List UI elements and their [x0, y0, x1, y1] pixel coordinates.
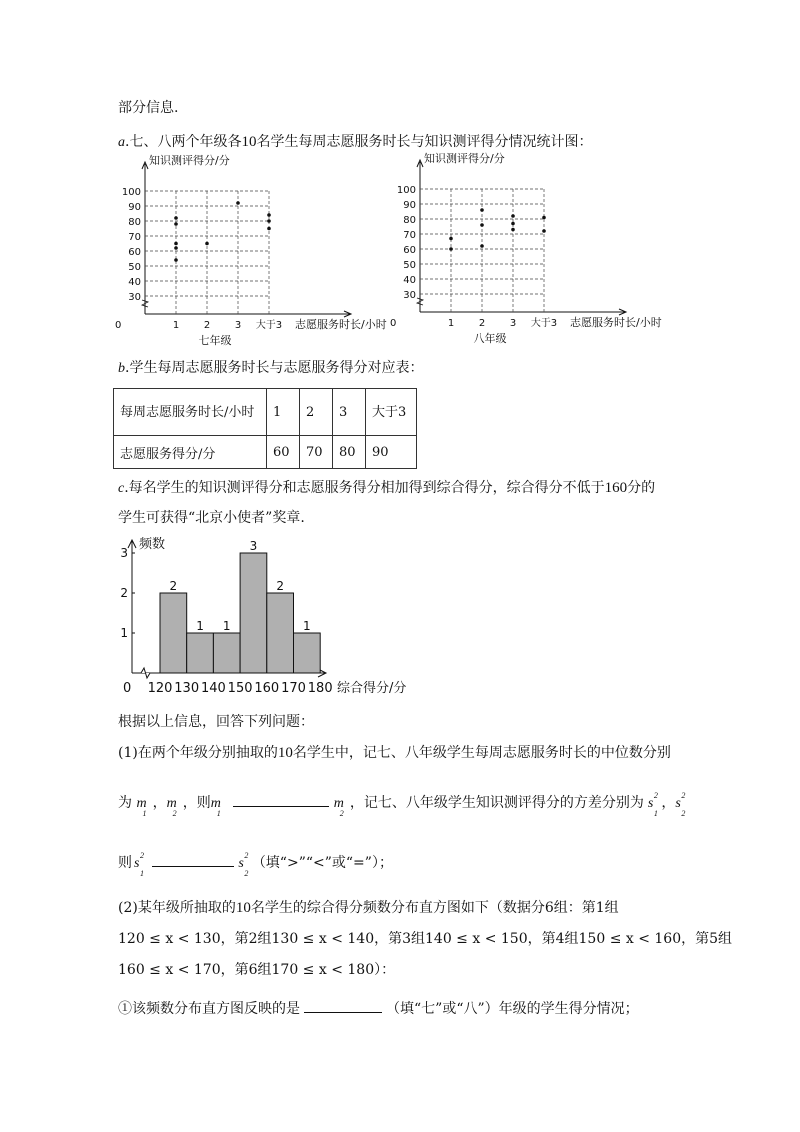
data-point	[205, 242, 209, 246]
q1-line1	[118, 743, 671, 763]
bar-value-label: 1	[303, 619, 311, 633]
s1-sup: 2	[653, 791, 658, 800]
q2-sub1-post: （填“七”或“八”）年级的学生得分情况；	[386, 1001, 639, 1017]
q2-l1-post: 名学生的综合得分频数分布直方图如下（数据分6组：第1组	[250, 900, 619, 916]
q1-l3-post: （填“>”“<”或“=”）；	[251, 855, 393, 871]
y-axis-label: 频数	[139, 537, 166, 552]
y-tick-label: 1	[120, 626, 128, 640]
data-point	[480, 244, 484, 248]
part-b-text: .学生每周志愿服务时长与志愿服务得分对应表：	[125, 360, 424, 376]
y-tick-label: 80	[403, 215, 416, 226]
part-c-label: c	[118, 481, 125, 496]
y-tick-label: 100	[396, 185, 416, 196]
q1-num: 10	[277, 745, 293, 761]
x-tick-label: 2	[203, 320, 211, 331]
y-tick-label: 70	[128, 232, 141, 243]
data-point	[267, 213, 271, 217]
x-tick-label: 0	[390, 318, 397, 329]
x-tick-label: 130	[174, 681, 200, 696]
q1-answer-blank-2[interactable]	[152, 852, 234, 867]
m2-subscript-b: 2	[339, 809, 344, 818]
m1-subscript: 1	[142, 809, 147, 818]
x-tick-label: 180	[307, 681, 333, 696]
bar-value-label: 1	[196, 619, 204, 633]
x-tick-label: 2	[478, 318, 486, 329]
data-point	[174, 246, 178, 250]
s2-sub-b: 2	[244, 869, 249, 878]
q1-l3-pre: 则	[118, 855, 132, 871]
y-tick-label: 50	[128, 262, 141, 273]
histogram-bar	[187, 633, 214, 673]
y-axis-label: 知识测评得分/分	[149, 154, 230, 167]
table-cell: 90	[366, 436, 417, 469]
y-tick-label: 60	[128, 247, 141, 258]
s1-symbol-b: s	[134, 856, 140, 871]
x-tick-label: 170	[281, 681, 306, 696]
m2-symbol: m	[166, 796, 177, 811]
data-point	[174, 222, 178, 226]
q1-l2-pre: 为	[118, 795, 132, 811]
part-c-line2: 学生可获得“北京小使者”奖章.	[118, 510, 305, 526]
m1-symbol-b: m	[210, 796, 221, 811]
s2-sup: 2	[681, 791, 686, 800]
y-tick-label: 80	[128, 217, 141, 228]
x-axis-label: 志愿服务时长/小时	[570, 316, 662, 329]
s2-sup-b: 2	[244, 851, 249, 860]
m2-symbol-b: m	[333, 796, 344, 811]
x-tick-label: 3	[509, 318, 517, 329]
table-cell: 大于3	[366, 389, 417, 436]
part-c-line1-post: 分的	[627, 480, 656, 496]
x-tick-label: 大于3	[255, 320, 283, 331]
x-tick-label: 1	[447, 318, 455, 329]
grade7-scatter-chart	[115, 152, 415, 347]
histogram-bar	[240, 553, 267, 673]
axis-break	[417, 298, 423, 305]
data-point	[480, 208, 484, 212]
data-point	[542, 229, 546, 233]
bar-value-label: 2	[276, 579, 284, 593]
y-axis-label: 知识测评得分/分	[424, 152, 505, 165]
q1-line2	[118, 791, 686, 818]
histogram-bar	[267, 593, 294, 673]
table-cell: 1	[267, 389, 300, 436]
x-tick-label: 1	[172, 320, 180, 331]
x-tick-label: 3	[234, 320, 242, 331]
data-point	[174, 242, 178, 246]
table-row	[114, 389, 417, 436]
score-histogram	[115, 532, 435, 700]
x-axis-label: 志愿服务时长/小时	[295, 318, 387, 331]
part-c-line1	[118, 478, 655, 499]
table-header-hours: 每周志愿服务时长/小时	[114, 389, 267, 436]
intro-text: 部分信息.	[118, 100, 179, 116]
s1-sub-b: 1	[140, 869, 144, 878]
s2-sub: 2	[681, 809, 686, 818]
q1-answer-blank-1[interactable]	[233, 792, 329, 807]
histogram-bar	[213, 633, 240, 673]
y-tick-label: 70	[403, 230, 416, 241]
service-score-table	[113, 388, 417, 469]
bar-value-label: 3	[249, 539, 258, 553]
s2-symbol: s	[675, 796, 681, 811]
y-tick-label: 30	[128, 292, 141, 303]
y-tick-label: 40	[403, 275, 416, 286]
s1-sup-b: 2	[140, 851, 144, 860]
data-point	[542, 216, 546, 220]
m2-subscript: 2	[172, 809, 177, 818]
chart-title: 八年级	[473, 332, 507, 345]
q1-then: ，则	[182, 795, 211, 811]
q2-line2: 120 ≤ x < 130，第2组130 ≤ x < 140，第3组140 ≤ x < 150，第4组150 ≤ x < 160，第5组	[118, 931, 733, 947]
part-c-num: 160	[604, 480, 628, 496]
histogram-bar	[160, 593, 187, 673]
q2-sub1-pre: ①该频数分布直方图反映的是	[118, 1001, 300, 1017]
data-point	[267, 219, 271, 223]
x-tick-label: 160	[254, 681, 280, 696]
q1-l2-post: ，记七、八年级学生知识测评得分的方差分别为	[349, 795, 644, 811]
table-cell: 3	[333, 389, 366, 436]
m1-symbol: m	[136, 796, 147, 811]
x-axis-label: 综合得分/分	[337, 681, 407, 696]
x-tick-label: 150	[227, 681, 253, 696]
x-tick-label: 0	[115, 320, 122, 331]
data-point	[511, 222, 515, 226]
x-tick-label: 大于3	[530, 318, 558, 329]
y-tick-label: 40	[128, 277, 141, 288]
table-cell: 2	[300, 389, 333, 436]
histogram-bar	[294, 633, 321, 673]
s1-sub: 1	[653, 809, 658, 818]
part-c-line1-pre: .每名学生的知识测评得分和志愿服务得分相加得到综合得分，综合得分不低于	[124, 480, 605, 496]
q1-line3	[118, 851, 393, 878]
table-cell: 70	[300, 436, 333, 469]
bar-value-label: 1	[222, 619, 231, 633]
grade8-scatter-chart	[390, 150, 690, 345]
y-tick-label: 30	[403, 290, 416, 301]
q1-l1-post: 名学生中，记七、八年级学生每周志愿服务时长的中位数分别	[292, 745, 671, 761]
table-row	[114, 436, 417, 469]
data-point	[449, 247, 453, 251]
m1-subscript-b: 1	[216, 809, 221, 818]
data-point	[449, 237, 453, 241]
q2-num: 10	[235, 900, 251, 916]
data-point	[236, 201, 240, 205]
data-point	[174, 258, 178, 262]
axis-break	[142, 300, 148, 307]
part-b-line	[118, 358, 423, 379]
q2-sub1-line	[118, 998, 639, 1019]
table-header-score: 志愿服务得分/分	[114, 436, 267, 469]
data-point	[511, 214, 515, 218]
x-tick-label: 140	[200, 681, 226, 696]
q2-line3: 160 ≤ x < 170，第6组170 ≤ x < 180）：	[118, 962, 396, 978]
y-tick-label: 90	[128, 202, 141, 213]
data-point	[511, 228, 515, 232]
y-tick-label: 2	[120, 586, 128, 600]
q2-line1	[118, 898, 619, 918]
y-tick-label: 60	[403, 245, 416, 256]
part-a-text-post: 名学生每周志愿服务时长与知识测评得分情况统计图：	[256, 134, 593, 150]
q2-l1-pre: (2)某年级所抽取的	[118, 900, 236, 916]
table-cell: 60	[267, 436, 300, 469]
part-b-label: b	[118, 361, 125, 376]
y-tick-label: 90	[403, 200, 416, 211]
y-tick-label: 3	[120, 546, 128, 560]
origin-label: 0	[123, 681, 132, 696]
q1-comma-2: ，	[661, 795, 676, 811]
s1-symbol: s	[647, 796, 654, 811]
chart-title: 七年级	[198, 334, 232, 347]
table-cell: 80	[333, 436, 366, 469]
y-tick-label: 100	[121, 187, 141, 198]
data-point	[174, 216, 178, 220]
q2-answer-blank[interactable]	[304, 998, 382, 1013]
y-tick-label: 50	[403, 260, 416, 271]
axis-break	[141, 668, 150, 678]
bar-value-label: 2	[169, 579, 178, 593]
q1-comma: ，	[152, 795, 167, 811]
question-intro: 根据以上信息，回答下列问题：	[118, 714, 314, 730]
data-point	[480, 223, 484, 227]
part-a-label: a	[118, 135, 125, 150]
data-point	[267, 227, 271, 231]
x-tick-label: 120	[147, 681, 173, 696]
q1-l1-pre: (1)在两个年级分别抽取的	[118, 745, 278, 761]
s2-symbol-b: s	[238, 856, 244, 871]
part-a-num: 10	[241, 134, 257, 150]
part-a-text-pre: .七、八两个年级各	[125, 134, 242, 150]
